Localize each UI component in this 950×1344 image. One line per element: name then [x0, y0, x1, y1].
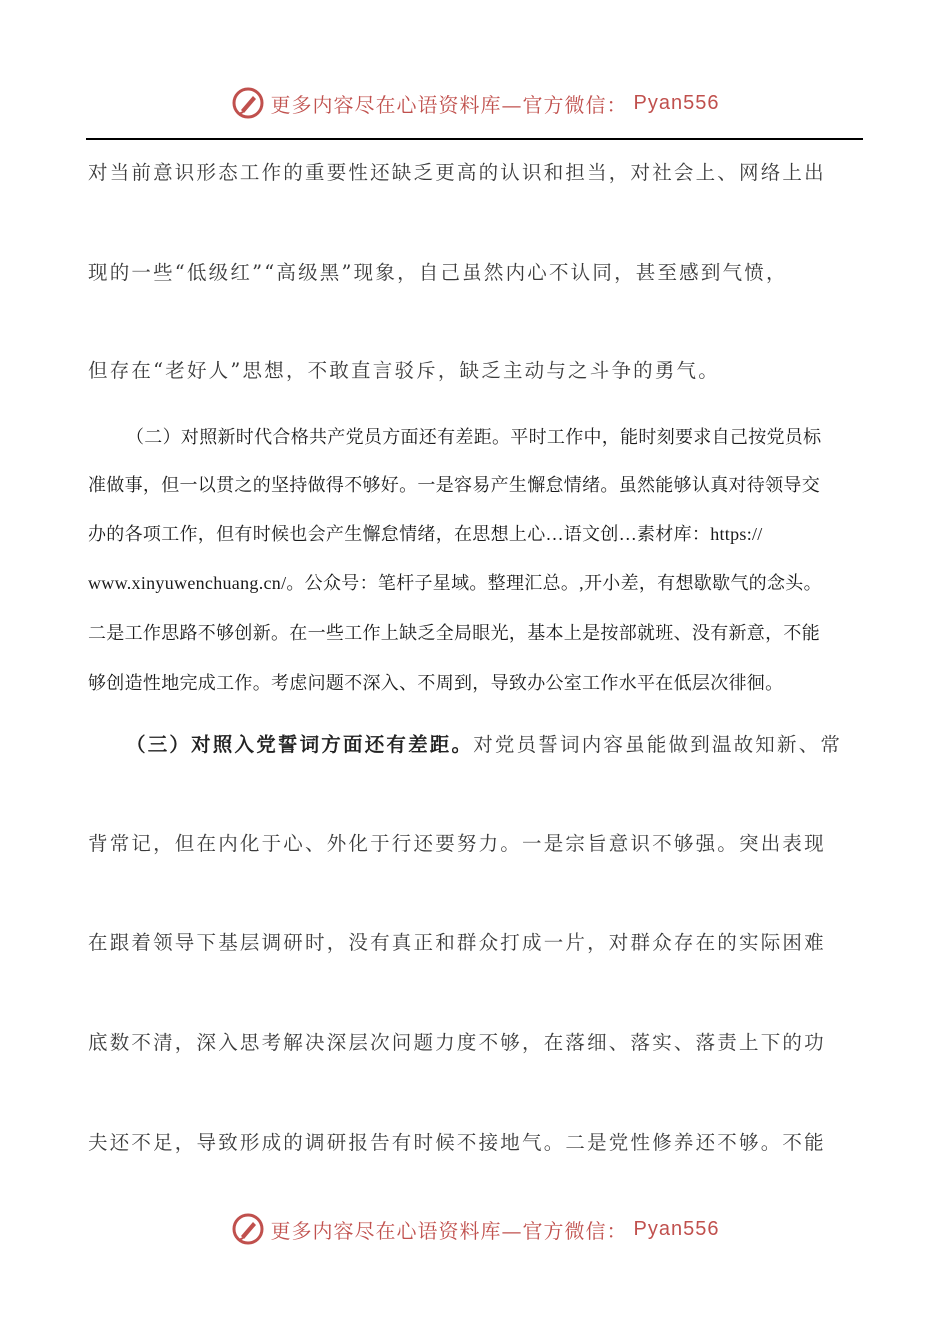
- pen-logo-icon: [231, 1212, 265, 1246]
- text-line: 办的各项工作，但有时候也会产生懈怠情绪，在思想上心…语文创…素材库：https://: [88, 524, 763, 544]
- text-line: （二）对照新时代合格共产党员方面还有差距。平时工作中，能时刻要求自己按党员标: [126, 427, 822, 447]
- footer-banner-text: 更多内容尽在心语资料库—官方微信：: [270, 1218, 628, 1243]
- header-banner-text: 更多内容尽在心语资料库—官方微信：: [270, 92, 628, 117]
- section-heading: （三）对照入党誓词方面还有差距。: [126, 733, 474, 756]
- section-heading-rest: 对党员誓词内容虽能做到温故知新、常: [473, 733, 843, 756]
- text-line: 但存在“老好人”思想，不敢直言驳斥，缺乏主动与之斗争的勇气。: [88, 359, 720, 382]
- text-line: [126, 730, 866, 760]
- pen-logo-icon: [231, 86, 265, 120]
- text-line: 准做事，但一以贯之的坚持做得不够好。一是容易产生懈怠情绪。虽然能够认真对待领导交: [88, 475, 820, 495]
- header-divider: [86, 138, 863, 140]
- footer-banner: [0, 1212, 950, 1246]
- text-line: 二是工作思路不够创新。在一些工作上缺乏全局眼光，基本上是按部就班、没有新意，不能: [88, 623, 820, 643]
- text-line: 夫还不足，导致形成的调研报告有时候不接地气。二是党性修养还不够。不能: [88, 1131, 826, 1154]
- text-line: 在跟着领导下基层调研时，没有真正和群众打成一片，对群众存在的实际困难: [88, 931, 826, 954]
- header-wechat-id: Pyan556: [633, 91, 720, 114]
- header-banner: [0, 86, 950, 120]
- text-line: 底数不清，深入思考解决深层次问题力度不够，在落细、落实、落责上下的功: [88, 1031, 826, 1054]
- text-line: 对当前意识形态工作的重要性还缺乏更高的认识和担当，对社会上、网络上出: [88, 161, 826, 184]
- text-line: www.xinyuwenchuang.cn/。公众号：笔杆子星域。整理汇总。,开小差，有想歇歇气的念头。: [88, 573, 822, 593]
- text-line: 背常记，但在内化于心、外化于行还要努力。一是宗旨意识不够强。突出表现: [88, 832, 826, 855]
- text-line: 现的一些“低级红”“高级黑”现象，自己虽然内心不认同，甚至感到气愤，: [88, 261, 788, 284]
- text-line: 够创造性地完成工作。考虑问题不深入、不周到，导致办公室工作水平在低层次徘徊。: [88, 673, 784, 693]
- footer-wechat-id: Pyan556: [633, 1217, 720, 1240]
